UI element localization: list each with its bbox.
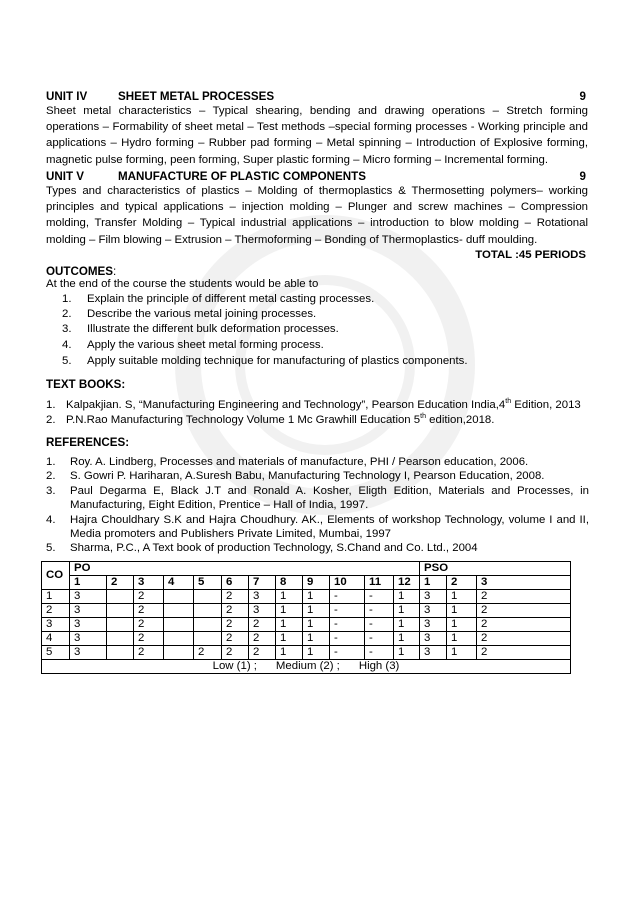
reference-number: 3.: [46, 484, 56, 497]
outcome-text: Apply suitable molding technique for manufacturing of plastics components.: [87, 355, 468, 368]
po-cell: [194, 618, 222, 632]
po-cell: -: [365, 632, 394, 646]
po-cell: 2: [249, 618, 276, 632]
unit-5-title: MANUFACTURE OF PLASTIC COMPONENTS: [118, 170, 366, 183]
pso-column-header: 1: [420, 576, 447, 590]
co-header: CO: [42, 562, 70, 590]
po-cell: 2: [222, 604, 249, 618]
po-cell: [194, 632, 222, 646]
unit-4-content: Sheet metal characteristics – Typical shearing, bending and drawing operations – Stretch forming operations – Formability of sheet metal – Test methods –special forming processes - Working principle and applications – Hydro forming – Rubber pad forming – Metal spinning – Introduction of Explosive forming, magnetic pulse forming, peen forming, Super plastic forming – Micro forming – Incremental forming.: [46, 105, 588, 166]
table-row: [42, 632, 571, 646]
pso-cell: 2: [477, 590, 571, 604]
po-cell: [107, 618, 134, 632]
table-row: [42, 618, 571, 632]
po-cell: 2: [222, 646, 249, 660]
textbook-text: P.N.Rao Manufacturing Technology Volume 1 Mc Grawhill Education 5: [66, 413, 421, 426]
table-row: [42, 604, 571, 618]
outcome-number: 5.: [62, 355, 72, 368]
unit-4-code: UNIT IV: [46, 90, 88, 103]
po-cell: 2: [222, 632, 249, 646]
po-cell: 1: [394, 646, 420, 660]
po-cell: 1: [276, 618, 303, 632]
reference-item: [46, 484, 589, 513]
textbook-edition-superscript: th: [420, 412, 426, 420]
po-cell: 1: [303, 590, 330, 604]
po-cell: -: [365, 590, 394, 604]
table-header-row: [42, 562, 571, 576]
po-cell: 3: [70, 618, 107, 632]
outcome-text: Explain the principle of different metal casting processes.: [87, 293, 375, 305]
pso-cell: 2: [477, 646, 571, 660]
reference-text: S. Gowri P. Hariharan, A.Suresh Babu, Manufacturing Technology I, Pearson Education, 2008.: [70, 470, 545, 483]
po-cell: 2: [134, 590, 164, 604]
po-column-header: 12: [394, 576, 420, 590]
po-header: PO: [70, 562, 420, 576]
po-cell: 3: [249, 590, 276, 604]
pso-cell: 2: [477, 618, 571, 632]
outcome-number: 1.: [62, 293, 72, 305]
pso-column-header: 3: [477, 576, 571, 590]
po-cell: 1: [394, 632, 420, 646]
po-column-header: 9: [303, 576, 330, 590]
outcome-text: Illustrate the different bulk deformation processes.: [87, 323, 339, 336]
reference-text: Hajra Chouldhary S.K and Hajra Choudhury. AK., Elements of workshop Technology, volume I and II, Media promoters and Publishers Private Limited, Mumbai, 1997: [70, 513, 589, 541]
po-cell: [107, 604, 134, 618]
po-cell: -: [330, 618, 365, 632]
po-cell: 1: [276, 632, 303, 646]
outcome-number: 4.: [62, 338, 72, 351]
outcome-text: Apply the various sheet metal forming process.: [87, 338, 324, 351]
po-cell: [164, 604, 194, 618]
po-cell: 1: [276, 590, 303, 604]
co-cell: 2: [42, 604, 70, 618]
correlation-legend: Low (1) ; Medium (2) ; High (3): [42, 660, 571, 674]
reference-number: 2.: [46, 470, 56, 483]
textbook-number: 1.: [46, 399, 56, 411]
outcomes-heading-colon: :: [113, 265, 117, 278]
textbook-text: Kalpakjian. S, “Manufacturing Engineering and Technology”, Pearson Education India,4: [66, 399, 506, 411]
po-column-header: 5: [194, 576, 222, 590]
textbook-text-end: edition,2018.: [426, 413, 495, 426]
po-cell: 1: [303, 646, 330, 660]
po-cell: [164, 618, 194, 632]
po-cell: 2: [134, 632, 164, 646]
pso-header: PSO: [420, 562, 571, 576]
pso-cell: 1: [447, 590, 477, 604]
references-list: [46, 455, 589, 556]
po-cell: [164, 590, 194, 604]
po-cell: [107, 632, 134, 646]
outcomes-heading-text: OUTCOMES: [46, 265, 113, 278]
po-cell: 2: [134, 604, 164, 618]
po-cell: -: [365, 646, 394, 660]
reference-text: Roy. A. Lindberg, Processes and materials of manufacture, PHI / Pearson education, 2006.: [70, 456, 529, 468]
po-column-header: 1: [70, 576, 107, 590]
po-cell: -: [365, 618, 394, 632]
pso-column-header: 2: [447, 576, 477, 590]
reference-text: Sharma, P.C., A Text book of production Technology, S.Chand and Co. Ltd., 2004: [70, 542, 478, 555]
po-cell: [107, 646, 134, 660]
pso-cell: 2: [477, 632, 571, 646]
po-column-header: 8: [276, 576, 303, 590]
unit-4-title: SHEET METAL PROCESSES: [118, 90, 275, 103]
po-column-header: 11: [365, 576, 394, 590]
reference-item: [46, 513, 589, 542]
references-heading: REFERENCES:: [46, 436, 130, 449]
pso-cell: 3: [420, 590, 447, 604]
reference-number: 1.: [46, 456, 56, 468]
table-subheader-row: [42, 576, 571, 590]
po-cell: 1: [303, 632, 330, 646]
textbook-number: 2.: [46, 413, 56, 426]
pso-cell: 3: [420, 632, 447, 646]
po-cell: [164, 646, 194, 660]
po-cell: 1: [394, 590, 420, 604]
po-cell: 2: [194, 646, 222, 660]
table-row: [42, 590, 571, 604]
po-cell: 2: [134, 618, 164, 632]
unit-5-content: Types and characteristics of plastics – Molding of thermoplastics & Thermosetting polymers– working principles and typical applications – injection molding – Plunger and screw machines – Compression molding, Transfer Molding – Typical industrial applications – introduction to blow molding – Rotational molding – Film blowing – Extrusion – Thermoforming – Bonding of Thermoplastics- duff moulding.: [46, 185, 588, 246]
po-column-header: 3: [134, 576, 164, 590]
co-cell: 5: [42, 646, 70, 660]
po-cell: 3: [70, 604, 107, 618]
po-column-header: 10: [330, 576, 365, 590]
outcome-item: [62, 354, 582, 369]
pso-cell: 3: [420, 618, 447, 632]
table-row: [42, 646, 571, 660]
po-cell: -: [365, 604, 394, 618]
textbooks-list: [46, 398, 586, 427]
co-po-mapping-table: [41, 561, 571, 674]
outcome-number: 2.: [62, 308, 72, 321]
pso-cell: 1: [447, 646, 477, 660]
textbook-item: [46, 398, 586, 413]
pso-cell: 3: [420, 646, 447, 660]
pso-cell: 1: [447, 618, 477, 632]
unit-4-hours: 9: [579, 90, 586, 103]
outcome-item: [62, 292, 582, 307]
outcomes-heading: [46, 265, 116, 278]
po-column-header: 4: [164, 576, 194, 590]
po-cell: 2: [222, 618, 249, 632]
po-cell: 2: [249, 632, 276, 646]
po-cell: -: [330, 590, 365, 604]
co-cell: 1: [42, 590, 70, 604]
unit-5-code: UNIT V: [46, 170, 85, 183]
reference-text: Paul Degarma E, Black J.T and Ronald A. Kosher, Eligth Edition, Materials and Processes, in Manufacturing, Eight Edition, Prentice – Hall of India, 1997.: [70, 484, 589, 512]
po-cell: [107, 590, 134, 604]
po-cell: 1: [276, 646, 303, 660]
co-cell: 3: [42, 618, 70, 632]
po-cell: [164, 632, 194, 646]
po-cell: 2: [222, 590, 249, 604]
po-cell: -: [330, 604, 365, 618]
textbook-edition-superscript: th: [505, 398, 512, 406]
po-cell: [194, 604, 222, 618]
reference-item: [46, 469, 589, 483]
po-cell: -: [330, 646, 365, 660]
pso-cell: 1: [447, 604, 477, 618]
po-column-header: 6: [222, 576, 249, 590]
outcome-number: 3.: [62, 323, 72, 336]
po-cell: 3: [70, 646, 107, 660]
reference-number: 5.: [46, 542, 56, 555]
pso-cell: 3: [420, 604, 447, 618]
po-column-header: 2: [107, 576, 134, 590]
outcome-item: [62, 338, 582, 353]
textbook-item: [46, 413, 586, 428]
po-column-header: 7: [249, 576, 276, 590]
reference-number: 4.: [46, 513, 56, 526]
po-cell: 3: [70, 590, 107, 604]
po-cell: 2: [249, 646, 276, 660]
reference-item: [46, 541, 589, 555]
po-cell: 1: [303, 604, 330, 618]
pso-cell: 2: [477, 604, 571, 618]
pso-cell: 1: [447, 632, 477, 646]
unit-5-hours: 9: [579, 170, 586, 183]
outcome-item: [62, 322, 582, 337]
po-cell: 1: [394, 618, 420, 632]
reference-item: [46, 455, 589, 469]
po-cell: [194, 590, 222, 604]
outcomes-list: [62, 292, 582, 369]
outcomes-intro: At the end of the course the students would be able to: [46, 278, 319, 290]
po-cell: 1: [303, 618, 330, 632]
po-cell: -: [330, 632, 365, 646]
po-cell: 1: [276, 604, 303, 618]
outcome-text: Describe the various metal joining processes.: [87, 308, 317, 321]
po-cell: 2: [134, 646, 164, 660]
textbooks-heading: TEXT BOOKS:: [46, 378, 126, 391]
po-cell: 3: [249, 604, 276, 618]
po-cell: 1: [394, 604, 420, 618]
outcome-item: [62, 307, 582, 322]
co-cell: 4: [42, 632, 70, 646]
total-periods: TOTAL :45 PERIODS: [475, 249, 586, 261]
textbook-text-end: Edition, 2013: [511, 399, 581, 411]
po-cell: 3: [70, 632, 107, 646]
table-legend-row: [42, 660, 571, 674]
